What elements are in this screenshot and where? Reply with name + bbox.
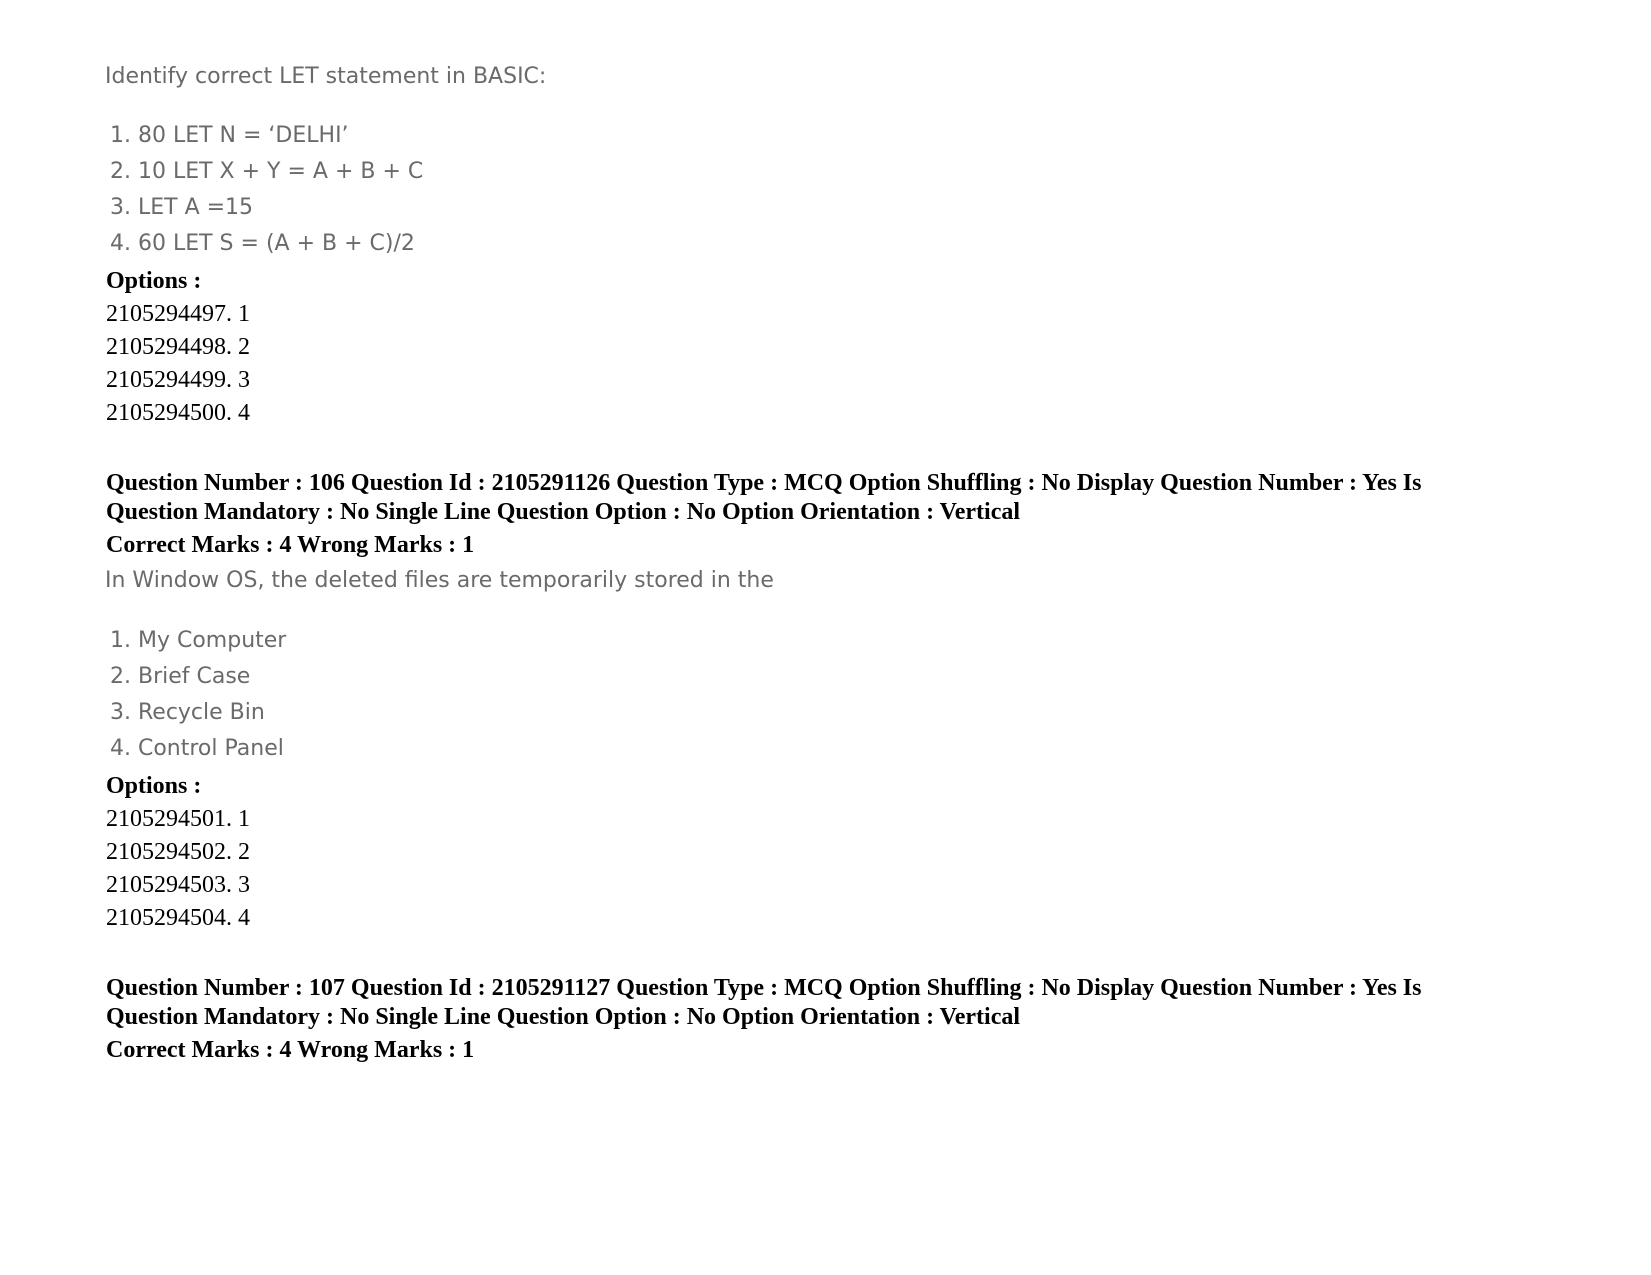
question-106-item-1: 1. My Computer [110, 628, 287, 653]
question-105-option-3: 2105294499. 3 [106, 367, 250, 393]
question-105-options-label: Options : [106, 268, 202, 294]
question-107-meta-line-1: Question Number : 107 Question Id : 2105291127 Question Type : MCQ Option Shuffling : No Display Question Number : Yes Is [106, 975, 1422, 1001]
question-106-option-2: 2105294502. 2 [106, 839, 250, 865]
question-106-metadata [106, 469, 1556, 527]
question-106-option-1: 2105294501. 1 [106, 806, 250, 832]
question-105-item-2: 2. 10 LET X + Y = A + B + C [110, 159, 424, 184]
question-106-meta-line-2: Question Mandatory : No Single Line Question Option : No Option Orientation : Vertical [106, 499, 1021, 525]
question-105-option-2: 2105294498. 2 [106, 334, 250, 360]
question-106-option-4: 2105294504. 4 [106, 905, 250, 931]
question-105-item-1: 1. 80 LET N = ‘DELHI’ [110, 123, 349, 148]
question-105-option-4: 2105294500. 4 [106, 400, 250, 426]
question-105-item-3: 3. LET A =15 [110, 195, 254, 220]
question-107-marks: Correct Marks : 4 Wrong Marks : 1 [106, 1037, 475, 1063]
question-107-metadata [106, 974, 1556, 1032]
question-105-item-4: 4. 60 LET S = (A + B + C)/2 [110, 231, 415, 256]
question-106-item-3: 3. Recycle Bin [110, 700, 265, 725]
question-106-meta-line-1: Question Number : 106 Question Id : 2105291126 Question Type : MCQ Option Shuffling : No Display Question Number : Yes Is [106, 470, 1422, 496]
question-106-marks: Correct Marks : 4 Wrong Marks : 1 [106, 532, 475, 558]
question-106-item-4: 4. Control Panel [110, 736, 284, 761]
question-106-item-2: 2. Brief Case [110, 664, 251, 689]
question-107-meta-line-2: Question Mandatory : No Single Line Question Option : No Option Orientation : Vertical [106, 1004, 1021, 1030]
question-105-option-1: 2105294497. 1 [106, 301, 250, 327]
question-106-options-label: Options : [106, 773, 202, 799]
question-106-option-3: 2105294503. 3 [106, 872, 250, 898]
question-105-stem: Identify correct LET statement in BASIC: [105, 64, 547, 89]
question-106-stem: In Window OS, the deleted files are temporarily stored in the [105, 568, 774, 593]
